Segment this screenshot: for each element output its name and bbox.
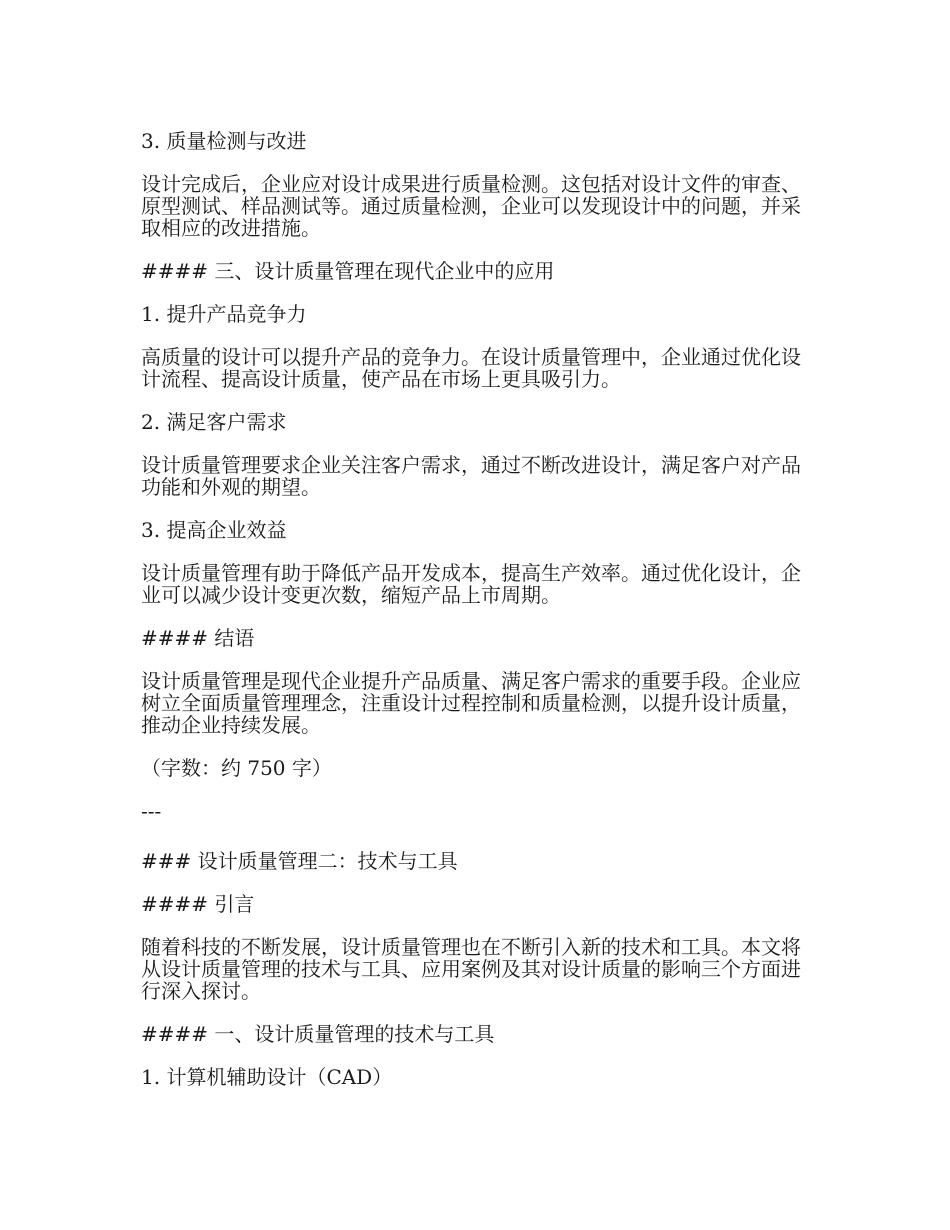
document-body [141,130,801,1109]
paragraph: 高质量的设计可以提升产品的竞争力。在设计质量管理中，企业通过优化设计流程、提高设计质量，使产品在市场上更具吸引力。 [141,345,801,391]
list-item-heading: 3. 质量检测与改进 [141,129,307,153]
document-title: ### 设计质量管理二：技术与工具 [141,849,458,873]
list-item-heading: 1. 计算机辅助设计（CAD） [141,1065,393,1089]
word-count-note: （字数：约 750 字） [141,756,332,780]
section-heading: #### 引言 [141,892,255,916]
list-item-heading: 3. 提高企业效益 [141,518,287,542]
section-heading: #### 三、设计质量管理在现代企业中的应用 [141,259,555,283]
paragraph: 随着科技的不断发展，设计质量管理也在不断引入新的技术和工具。本文将从设计质量管理的技术与工具、应用案例及其对设计质量的影响三个方面进行深入探讨。 [141,935,801,1003]
section-heading: #### 一、设计质量管理的技术与工具 [141,1022,495,1046]
horizontal-rule-text: --- [141,799,162,823]
list-item-heading: 1. 提升产品竞争力 [141,302,307,326]
paragraph: 设计质量管理是现代企业提升产品质量、满足客户需求的重要手段。企业应树立全面质量管理理念，注重设计过程控制和质量检测，以提升设计质量，推动企业持续发展。 [141,669,801,737]
paragraph: 设计质量管理要求企业关注客户需求，通过不断改进设计，满足客户对产品功能和外观的期望。 [141,453,801,499]
paragraph: 设计完成后，企业应对设计成果进行质量检测。这包括对设计文件的审查、原型测试、样品测试等。通过质量检测，企业可以发现设计中的问题，并采取相应的改进措施。 [141,172,801,240]
paragraph: 设计质量管理有助于降低产品开发成本，提高生产效率。通过优化设计，企业可以减少设计变更次数，缩短产品上市周期。 [141,561,801,607]
list-item-heading: 2. 满足客户需求 [141,410,287,434]
section-heading: #### 结语 [141,626,255,650]
